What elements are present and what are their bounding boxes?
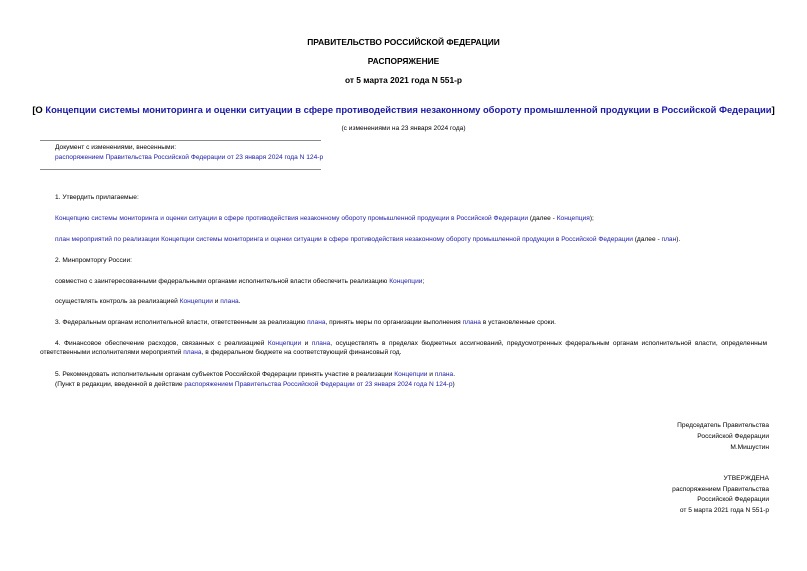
item-2a-text: совместно с заинтересованными федеральными органами исполнительной власти обеспечить реализацию (55, 278, 390, 285)
item-1b (55, 235, 680, 244)
title-concept-link[interactable]: Концепции системы мониторинга и оценки ситуации в сфере противодействия незаконному обороту промышленной продукции в Российской Федерации (45, 104, 772, 115)
item-2b-text: осуществлять контроль за реализацией (55, 298, 180, 305)
divider-bottom (40, 169, 321, 170)
item-2b-plan-link[interactable]: плана (220, 298, 239, 305)
item-4 (40, 339, 767, 357)
item-2: 2. Минпромторгу России: (55, 257, 132, 264)
title-bracket-close: ] (771, 104, 775, 115)
item-5-note-close: ) (452, 381, 455, 388)
item-3-text2: , принять меры по организации выполнения (325, 319, 463, 326)
item-2b-concept-link[interactable]: Концепции (179, 298, 213, 305)
item-5-plan-link[interactable]: плана (434, 371, 454, 378)
item-5-end: . (453, 371, 456, 378)
item-5-note (55, 380, 455, 389)
item-5-note-open: (Пункт в редакции, введенной в действие (55, 381, 185, 388)
amendments-label: Документ с изменениями, внесенными: (55, 144, 177, 151)
approved-heading: УТВЕРЖДЕНА (723, 475, 769, 482)
item-2b (55, 297, 240, 306)
amendments-link[interactable]: распоряжением Правительства Российской Федерации от 23 января 2024 года N 124-р (55, 154, 324, 161)
item-4-plan-link-2[interactable]: плана (183, 349, 202, 356)
item-2a-end: ; (422, 278, 425, 285)
item-2a (55, 277, 424, 286)
item-4-and: и (301, 340, 312, 347)
plan-link[interactable]: план мероприятий по реализации Концепции системы мониторинга и оценки ситуации в сфере противодействия незаконному обороту промышленной продукции в Российской Федерации (55, 236, 633, 243)
item-1: 1. Утвердить прилагаемые: (55, 194, 139, 201)
item-3 (55, 318, 556, 327)
item-2b-and: и (212, 298, 221, 305)
item-3-text1: 3. Федеральным органам исполнительной власти, ответственным за реализацию (55, 319, 308, 326)
item-4-text2: , осуществлять в пределах бюджетных ассигнований, предусмотренных федеральным органам исполнительной власти, определенным ответственными исполнителями мероприятий (40, 340, 767, 356)
divider-top (40, 140, 321, 141)
item-1b-text: (далее - (632, 236, 662, 243)
document-title (0, 104, 807, 115)
signature-title-2: Российской Федерации (697, 433, 769, 440)
approved-line-2: распоряжением Правительства (672, 486, 769, 493)
item-5-and: и (427, 371, 435, 378)
item-2b-end: . (238, 298, 241, 305)
signature-name: М.Мишустин (730, 444, 769, 451)
item-1a-end: ); (589, 215, 594, 222)
item-5 (55, 370, 455, 379)
title-bracket-open: [О (32, 104, 46, 115)
signature-title-1: Председатель Правительства (677, 422, 769, 429)
document-kind: РАСПОРЯЖЕНИЕ (367, 56, 440, 66)
government-heading: ПРАВИТЕЛЬСТВО РОССИЙСКОЙ ФЕДЕРАЦИИ (307, 37, 500, 47)
plan-short-link[interactable]: план (661, 236, 677, 243)
item-4-text3: , в федеральном бюджете на соответствующий финансовый год. (201, 349, 402, 356)
item-5-text: 5. Рекомендовать исполнительным органам субъектов Российской Федерации принять участие в реализации (55, 371, 395, 378)
document-date: от 5 марта 2021 года N 551-р (344, 75, 463, 85)
changes-note: (с изменениями на 23 января 2024 года) (341, 125, 466, 132)
item-5-concept-link[interactable]: Концепции (394, 371, 428, 378)
item-4-text1: 4. Финансовое обеспечение расходов, связанных с реализацией (55, 340, 268, 347)
item-4-concept-link[interactable]: Концепции (267, 340, 302, 347)
item-2a-concept-link[interactable]: Концепции (389, 278, 423, 285)
item-1a-text: (далее - (528, 215, 557, 222)
item-1a (55, 214, 594, 223)
approved-line-4: от 5 марта 2021 года N 551-р (679, 507, 769, 514)
item-4-plan-link[interactable]: плана (311, 340, 331, 347)
item-3-text3: в установленные сроки. (480, 319, 557, 326)
item-3-plan-link-1[interactable]: плана (307, 319, 326, 326)
approved-line-3: Российской Федерации (697, 496, 769, 503)
item-3-plan-link-2[interactable]: плана (462, 319, 481, 326)
item-5-note-link[interactable]: распоряжением Правительства Российской Федерации от 23 января 2024 года N 124-р (184, 381, 453, 388)
concept-short-link[interactable]: Концепция (556, 215, 590, 222)
item-1b-end: ). (676, 236, 681, 243)
concept-link[interactable]: Концепцию системы мониторинга и оценки ситуации в сфере противодействия незаконному обороту промышленной продукции в Российской Федерации (55, 215, 529, 222)
